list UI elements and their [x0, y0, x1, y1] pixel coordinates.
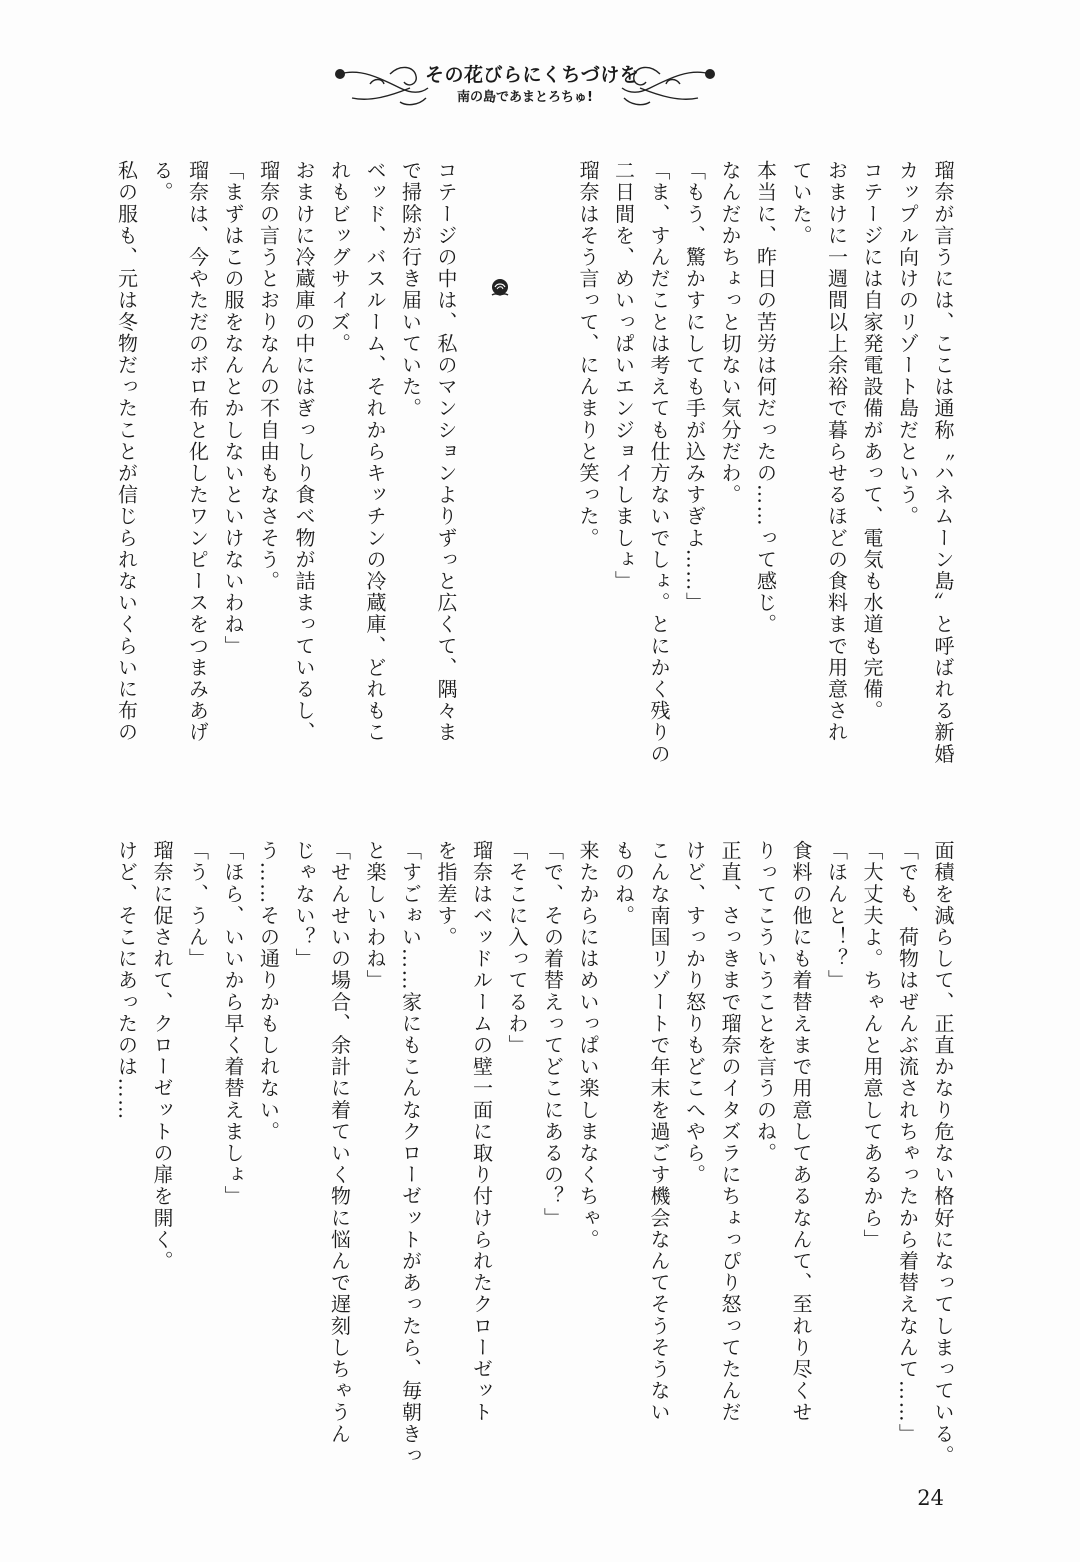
- text-line: じゃない？」: [292, 840, 316, 970]
- text-line: で掃除が行き届いていた。: [398, 160, 423, 420]
- text-line: 瑠奈は、今やただのボロ布と化したワンピースをつまみあげ: [185, 160, 210, 744]
- text-line: おまけに冷蔵庫の中にはぎっしり食べ物が詰まっているし、: [292, 160, 316, 744]
- text-line: コテージには自家発電設備があって、電気も水道も完備。: [860, 160, 884, 722]
- text-line: 「う、うん」: [185, 840, 210, 970]
- text-line: 「ほら、いいから早く着替えましょ」: [221, 840, 245, 1208]
- right-rose-icon: [705, 69, 715, 79]
- left-rose-icon: [335, 69, 345, 79]
- rose-icon: [487, 275, 513, 301]
- text-line: る。: [150, 160, 174, 204]
- text-line: 瑠奈に促されて、クローゼットの扉を開く。: [150, 840, 174, 1272]
- text-line: 「で、その着替えってどこにあるの？」: [540, 840, 565, 1229]
- text-line: れもビッグサイズ。: [327, 160, 352, 355]
- text-line: 私の服も、元は冬物だったことが信じられないくらいに布の: [114, 160, 139, 744]
- text-line: カップル向けのリゾート島だという。: [895, 160, 920, 528]
- text-line: おまけに一週間以上余裕で暮らせるほどの食料まで用意され: [824, 160, 849, 744]
- text-line: 二日間を、めいっぱいエンジョイしましょ」: [611, 160, 636, 592]
- text-line: 「そこに入ってるわ」: [505, 840, 529, 1056]
- text-line: 瑠奈はそう言って、にんまりと笑った。: [576, 160, 600, 549]
- header-title: その花びらにくちづけを: [425, 64, 640, 86]
- text-line: 「でも、荷物はぜんぶ流されちゃったから着替えなんて……」: [895, 840, 920, 1445]
- text-line: けど、すっかり怒りもどこへやら。: [682, 840, 707, 1186]
- text-line: 本当に、昨日の苦労は何だったの……って感じ。: [753, 160, 778, 636]
- text-line: 瑠奈の言うとおりなんの不自由もなさそう。: [256, 160, 281, 592]
- text-line: [534, 160, 570, 780]
- text-line: 「まずはこの服をなんとかしないといけないわね」: [221, 160, 245, 657]
- text-line: 正直、さっきまで瑠奈のイタズラにちょっぴり怒ってたんだ: [718, 840, 742, 1424]
- text-line: 来たからにはめいっぱい楽しまなくちゃ。: [576, 840, 600, 1251]
- text-line: りってこういうことを言うのね。: [753, 840, 778, 1164]
- text-line: 面積を減らして、正直かなり危ない格好になってしまっている。: [931, 840, 955, 1467]
- text-line: ものね。: [611, 840, 636, 927]
- text-line: ベッド、バスルーム、それからキッチンの冷蔵庫、どれもこ: [363, 160, 387, 744]
- text-line: う……その通りかもしれない。: [256, 840, 281, 1143]
- text-line: コテージの中は、私のマンションよりずっと広くて、隅々ま: [434, 160, 458, 744]
- text-line: ていた。: [789, 160, 813, 247]
- text-line: 「せんせいの場合、余計に着ていく物に悩んで遅刻しちゃうん: [327, 840, 352, 1445]
- text-line: 食料の他にも着替えまで用意してあるなんて、至れり尽くせ: [789, 840, 813, 1424]
- text-line: [463, 160, 499, 780]
- text-line: と楽しいわね」: [363, 840, 387, 992]
- text-line: なんだかちょっと切ない気分だわ。: [718, 160, 742, 506]
- text-line: 瑠奈が言うには、ここは通称〝ハネムーン島〟と呼ばれる新婚: [931, 160, 955, 765]
- text-line: 「ほんと！？」: [824, 840, 849, 992]
- header-subtitle: 南の島であまとろちゅ!: [457, 90, 593, 105]
- text-line: [499, 160, 535, 780]
- text-line: 「ま、すんだことは考えても仕方ないでしょ。とにかく残りの: [647, 160, 671, 765]
- upper-text-block: [108, 160, 960, 780]
- text-line: 瑠奈はベッドルームの壁一面に取り付けられたクローゼット: [469, 840, 494, 1424]
- text-line: こんな南国リゾートで年末を過ごす機会なんてそうそうない: [647, 840, 671, 1424]
- text-line: けど、そこにあったのは……: [114, 840, 139, 1121]
- text-line: を指差す。: [434, 840, 458, 948]
- text-line: 「もう、驚かすにしても手が込みすぎよ……」: [682, 160, 707, 614]
- page-number: 24: [917, 1486, 944, 1510]
- lower-text-block: [108, 840, 960, 1467]
- text-line: 「すごぉい……家にもこんなクローゼットがあったら、毎朝きっ: [398, 840, 423, 1467]
- text-line: 「大丈夫よ。ちゃんと用意してあるから」: [860, 840, 884, 1251]
- header-ornament: [330, 58, 720, 118]
